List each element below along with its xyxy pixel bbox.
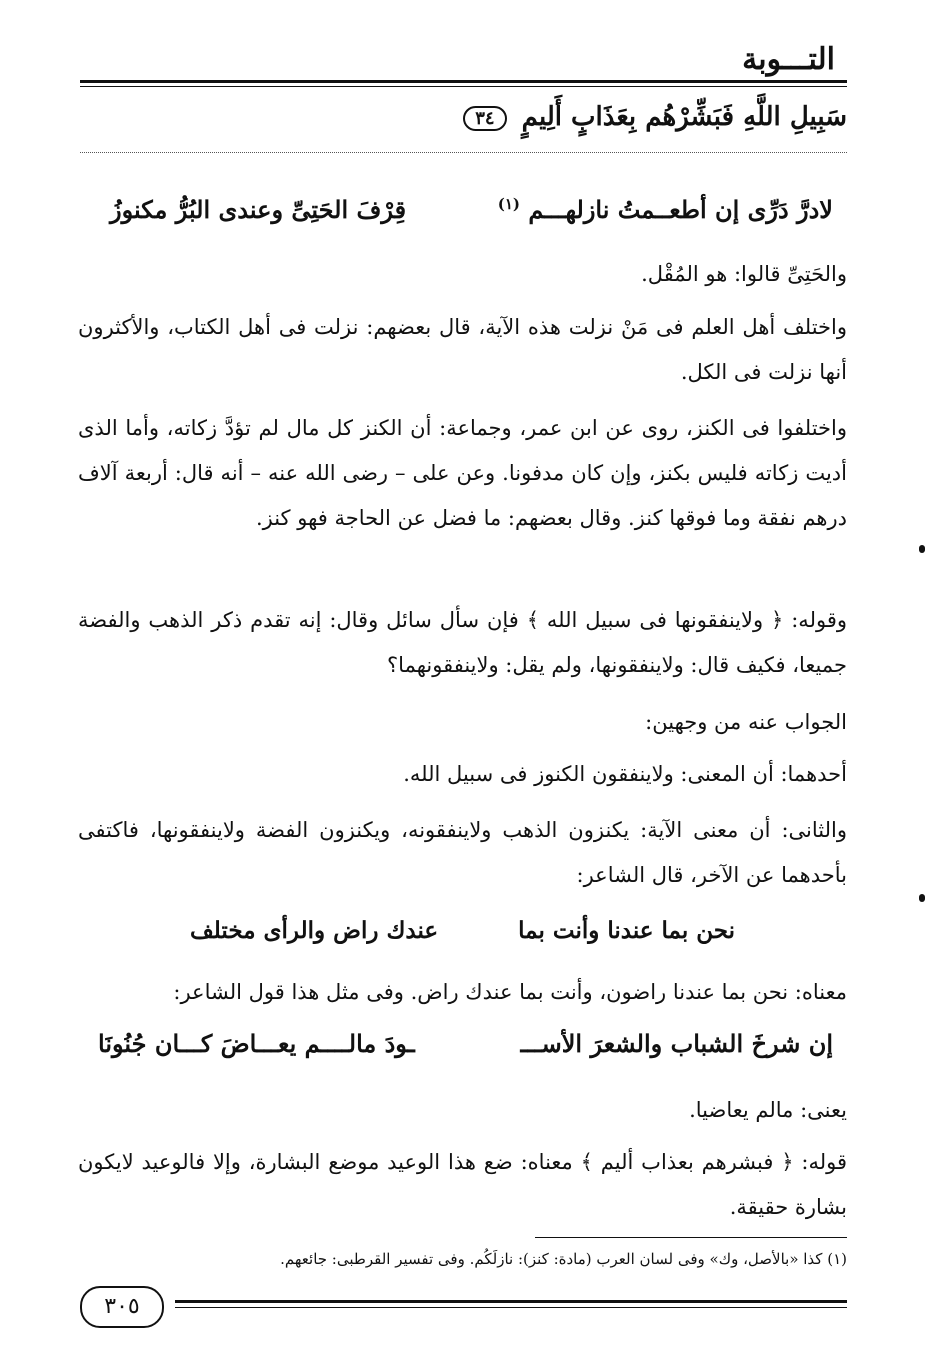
paragraph-8: معناه: نحن بما عندنا راضون، وأنت بما عندك راض. وفى مثل هذا قول الشاعر: — [173, 980, 847, 1004]
margin-mark-2 — [919, 894, 925, 902]
paragraph-7: والثانى: أن معنى الآية: يكنزون الذهب ولاينفقونه، ويكنزون الفضة ولاينفقونها، فاكتفى بأحدهما عن الآخر، قال الشاعر: — [78, 818, 847, 887]
footnote-reference: (١) — [497, 195, 521, 213]
paragraph-10: قوله: ﴿ فبشرهم بعذاب أليم ﴾ معناه: ضع هذا الوعيد موضع البشارة، وإلا فالوعيد لايكون بشارة حقيقة. — [78, 1150, 847, 1219]
verse-separator — [80, 152, 847, 153]
poem-verse-3 — [98, 1029, 833, 1065]
footer-rule-thin — [175, 1307, 847, 1308]
poem-2-hemistich-right: نحن بما عندنا وأنت بما — [518, 917, 735, 944]
poem-verse-2 — [190, 917, 735, 951]
poem-1-right-text: لادرَّ دَرِّى إن أطعــمتُ نازلهـــم — [528, 195, 833, 224]
margin-mark-1 — [919, 545, 925, 553]
poem-1-hemistich-right — [498, 195, 833, 224]
paragraph-5: الجواب عنه من وجهين: — [645, 710, 847, 734]
header-rule-thin — [80, 86, 847, 87]
paragraph-1: والحَتِىِّ قالوا: هو المُقْل. — [641, 262, 847, 286]
poem-3-hemistich-left: ـودَ مالــــم يعـــاضَ كـــان جُنُونَا — [98, 1029, 415, 1058]
paragraph-3: واختلفوا فى الكنز، روى عن ابن عمر، وجماعة: أن الكنز كل مال لم تؤدَّ زكاته، وأما الذى أديت زكاته فليس بكنز، وإن كان مدفونا. وعن على – رضى الله عنه – أنه قال: أربعة آلاف درهم نفقة وما فوقها كنز. وقال بعضهم: ما فضل عن الحاجة فهو كنز. — [78, 416, 847, 530]
paragraph-2: واختلف أهل العلم فى مَنْ نزلت هذه الآية، قال بعضهم: نزلت فى أهل الكتاب، والأكثرون أنها نزلت فى الكل. — [78, 315, 847, 384]
poem-1-hemistich-left: قِرْفَ الحَتِىِّ وعندى البُرُّ مكنوزُ — [110, 195, 407, 224]
footnote-rule — [535, 1237, 847, 1238]
footnote-text: (١) كذا «بالأصل، وك» وفى لسان العرب (مادة: كنز): نازلَكُم. وفى تفسير القرطبى: جائعهم. — [280, 1250, 847, 1268]
poem-verse-1 — [110, 195, 833, 231]
poem-3-hemistich-right: إن شرخَ الشباب والشعرَ الأســـ — [520, 1029, 833, 1058]
page-number-badge — [68, 1286, 178, 1330]
paragraph-4: وقوله: ﴿ ولاينفقونها فى سبيل الله ﴾ فإن سأل سائل وقال: إنه تقدم ذكر الذهب والفضة جميعا، فكيف قال: ولاينفقونها، ولم يقل: ولاينفقونهما؟ — [78, 608, 847, 677]
header-rule-thick — [80, 80, 847, 83]
quran-verse — [420, 102, 847, 132]
footer-rule-thick — [175, 1300, 847, 1303]
paragraph-6: أحدهما: أن المعنى: ولاينفقون الكنوز فى سبيل الله. — [403, 762, 847, 786]
verse-text: سَبِيلِ اللَّهِ فَبَشِّرْهُم بِعَذَابٍ أَلِيمٍ — [521, 102, 847, 132]
page-number: ٣٠٥ — [80, 1286, 164, 1328]
ayah-number-marker: ٣٤ — [463, 106, 506, 131]
paragraph-9: يعنى: مالم يعاضيا. — [689, 1098, 847, 1122]
running-header-title: التـــوبة — [742, 42, 835, 77]
poem-2-hemistich-left: عندك راض والرأى مختلف — [190, 917, 439, 944]
